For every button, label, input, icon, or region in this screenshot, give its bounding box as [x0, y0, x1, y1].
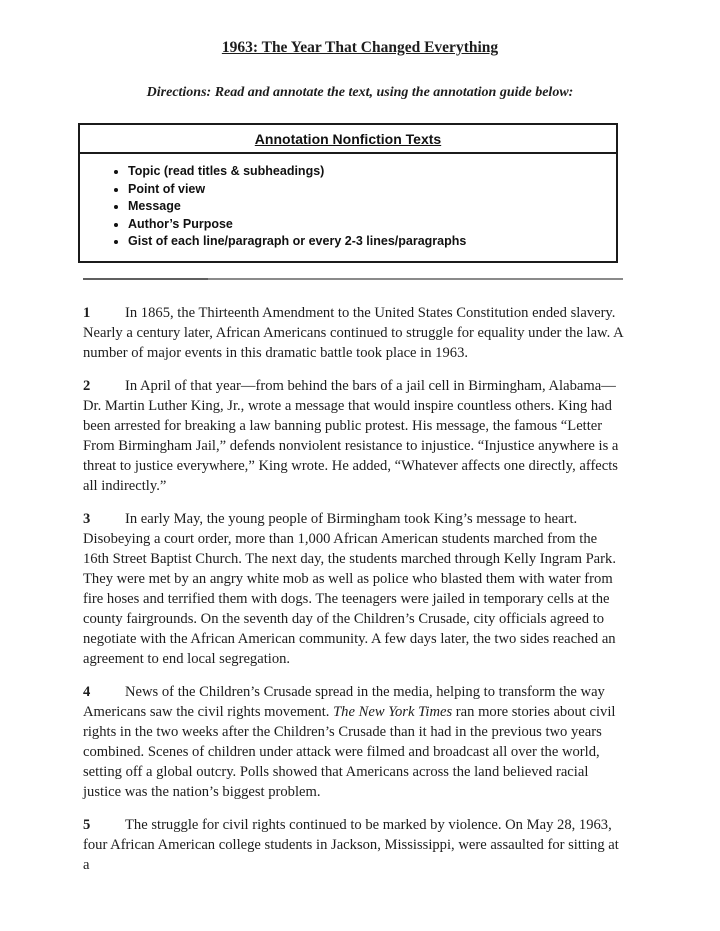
paragraph-number: 2: [83, 377, 91, 394]
annotation-guide-item-point-of-view: • Point of view: [128, 181, 604, 199]
annotation-guide-item-message: • Message: [128, 198, 604, 216]
section-divider: [83, 278, 623, 280]
paragraph-text: In early May, the young people of Birmingham took King’s message to heart. Disobeying a court order, more than 1,000 African American students marched from the 16th Street Baptist Church. The next day, the students marched through Kelly Ingram Park. They were met by an angry white mob as well as police who blasted them with water from fire hoses and terrified them with dogs. The teenagers were jailed in temporary cells at the county fairgrounds. On the seventh day of the Children’s Crusade, city officials agreed to negotiate with the African American community. A few days later, the two sides reached an agreement to end local segregation.: [83, 510, 616, 667]
article-body: [83, 303, 623, 875]
paragraph-text: In April of that year—from behind the bars of a jail cell in Birmingham, Alabama—Dr. Martin Luther King, Jr., wrote a message that would inspire countless others. King had been arrested for breaking a law banning public protest. His message, the famous “Letter From Birmingham Jail,” defends nonviolent resistance to injustice. “Injustice anywhere is a threat to justice everywhere,” King wrote. He added, “Whatever affects one directly, affects all indirectly.”: [83, 377, 619, 494]
annotation-guide-item-authors-purpose: • Author’s Purpose: [128, 216, 604, 234]
paragraph-5: [83, 815, 623, 875]
paragraph-text-italic-citation: The New York Times: [333, 703, 453, 720]
paragraph-text: In 1865, the Thirteenth Amendment to the United States Constitution ended slavery. Nearly a century later, African Americans continued to struggle for equality under the law. A number of major events in this dramatic battle took place in 1963.: [83, 304, 623, 361]
annotation-guide-title: Annotation Nonfiction Texts: [254, 131, 442, 147]
paragraph-2: [83, 376, 623, 496]
directions-text: Directions: Read and annotate the text, using the annotation guide below:: [146, 85, 574, 100]
annotation-guide-box: [78, 123, 618, 263]
document-title: 1963: The Year That Changed Everything: [221, 39, 499, 56]
paragraph-1: [83, 303, 623, 363]
paragraph-number: 4: [83, 683, 91, 700]
paragraph-4: [83, 682, 623, 802]
annotation-guide-header: [80, 125, 616, 154]
annotation-guide-item-topic: • Topic (read titles & subheadings): [128, 163, 604, 181]
paragraph-number: 5: [83, 816, 91, 833]
annotation-guide-list: [80, 154, 616, 261]
paragraph-3: [83, 509, 623, 669]
paragraph-text: The struggle for civil rights continued to be marked by violence. On May 28, 1963, four African American college students in Jackson, Mississippi, were assaulted for sitting at a: [83, 816, 619, 873]
paragraph-number: 1: [83, 304, 91, 321]
annotation-guide-item-gist: • Gist of each line/paragraph or every 2-3 lines/paragraphs: [128, 233, 604, 251]
paragraph-number: 3: [83, 510, 91, 527]
paragraph-text: News of the Children’s Crusade spread in the media, helping to transform the way Americans saw the civil rights movement.: [83, 683, 605, 720]
paragraph-text: ran more stories about civil rights in the two weeks after the Children’s Crusade than it had in the previous two years combined. Scenes of children under attack were filmed and broadcast all over the world, setting off a global outcry. Polls showed that Americans across the land believed racial justice was the nation’s biggest problem.: [83, 703, 616, 800]
